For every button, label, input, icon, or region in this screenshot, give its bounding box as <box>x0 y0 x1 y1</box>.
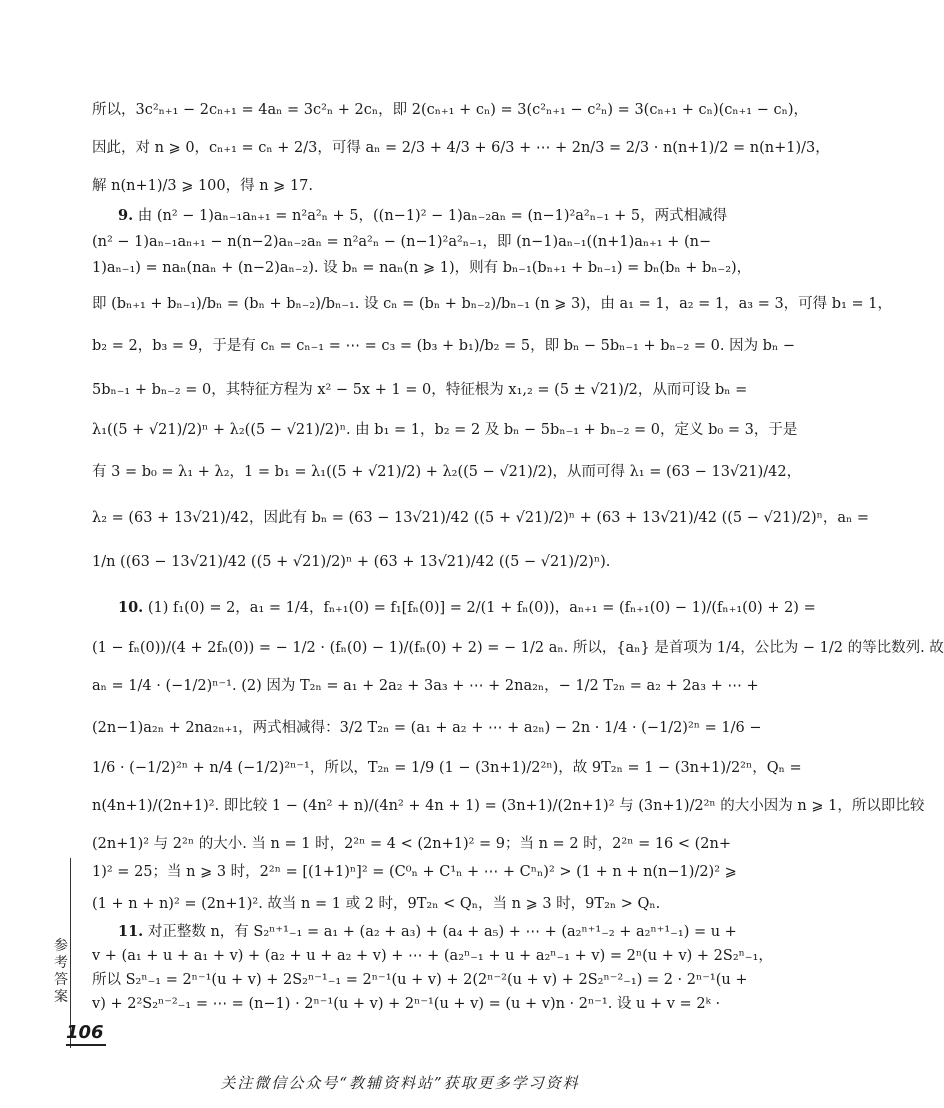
text-span: 对正整数 n，有 S₂ⁿ⁺¹₋₁ = a₁ + (a₂ + a₃) + (a₄ + a₅) + ⋯ + (a₂ⁿ⁺¹₋₂ + a₂ⁿ⁺¹₋₁) = u + <box>147 924 737 940</box>
text-line: (2n−1)a₂ₙ + 2na₂ₙ₊₁，两式相减得：3/2 T₂ₙ = (a₁ + a₂ + ⋯ + a₂ₙ) − 2n · 1/4 · (−1/2)²ⁿ = 1/6 − <box>92 720 762 736</box>
text-line: 解 n(n+1)/3 ⩾ 100，得 n ⩾ 17. <box>92 178 314 194</box>
problem-number: 9. <box>118 207 134 224</box>
text-line: λ₁((5 + √21)/2)ⁿ + λ₂((5 − √21)/2)ⁿ. 由 b₁ = 1，b₂ = 2 及 bₙ − 5bₙ₋₁ + bₙ₋₂ = 0，定义 b₀ = 3，于是 <box>92 422 798 438</box>
text-line: n(4n+1)/(2n+1)². 即比较 1 − (4n² + n)/(4n² + 4n + 1) = (3n+1)/(2n+1)² 与 (3n+1)/2²ⁿ 的大小因为 n ⩾ 1，所以即比较 <box>92 798 925 814</box>
problem-number: 10. <box>118 599 144 616</box>
text-line: 1/n ((63 − 13√21)/42 ((5 + √21)/2)ⁿ + (63 + 13√21)/42 ((5 − √21)/2)ⁿ). <box>92 554 611 570</box>
text-span: 由 (n² − 1)aₙ₋₁aₙ₊₁ = n²a²ₙ + 5，((n−1)² − 1)aₙ₋₂aₙ = (n−1)²a²ₙ₋₁ + 5，两式相减得 <box>137 208 728 224</box>
margin-rule <box>70 858 71 1048</box>
text-line: (1 − fₙ(0))/(4 + 2fₙ(0)) = − 1/2 · (fₙ(0) − 1)/(fₙ(0) + 2) = − 1/2 aₙ. 所以，{aₙ} 是首项为 1/4，公比为 − 1/2 的等比数列. 故 <box>92 640 944 656</box>
text-line: 1)aₙ₋₁) = naₙ(naₙ + (n−2)aₙ₋₂). 设 bₙ = naₙ(n ⩾ 1)，则有 bₙ₋₁(bₙ₊₁ + bₙ₋₁) = bₙ(bₙ + bₙ₋₂)， <box>92 260 752 276</box>
problem-10-line <box>118 598 816 618</box>
text-line: 1)² = 25；当 n ⩾ 3 时，2²ⁿ = [(1+1)ⁿ]² = (C⁰ₙ + C¹ₙ + ⋯ + Cⁿₙ)² > (1 + n + n(n−1)/2)² ⩾ <box>92 864 737 880</box>
footer-note: 关注微信公众号“教辅资料站”获取更多学习资料 <box>220 1074 580 1092</box>
text-line: 有 3 = b₀ = λ₁ + λ₂，1 = b₁ = λ₁((5 + √21)/2) + λ₂((5 − √21)/2)，从而可得 λ₁ = (63 − 13√21)/42， <box>92 464 802 480</box>
text-line: 所以 S₂ⁿ₋₁ = 2ⁿ⁻¹(u + v) + 2S₂ⁿ⁻¹₋₁ = 2ⁿ⁻¹(u + v) + 2(2ⁿ⁻²(u + v) + 2S₂ⁿ⁻²₋₁) = 2 · 2ⁿ⁻¹(u + <box>92 972 748 988</box>
text-line: aₙ = 1/4 · (−1/2)ⁿ⁻¹. (2) 因为 T₂ₙ = a₁ + 2a₂ + 3a₃ + ⋯ + 2na₂ₙ，− 1/2 T₂ₙ = a₂ + 2a₃ + ⋯ + <box>92 678 759 694</box>
text-line: 1/6 · (−1/2)²ⁿ + n/4 (−1/2)²ⁿ⁻¹，所以，T₂ₙ = 1/9 (1 − (3n+1)/2²ⁿ)，故 9T₂ₙ = 1 − (3n+1)/2²ⁿ，Qₙ = <box>92 760 802 776</box>
section-side-label: 参考答案 <box>54 938 68 1005</box>
text-line: 因此，对 n ⩾ 0，cₙ₊₁ = cₙ + 2/3，可得 aₙ = 2/3 + 4/3 + 6/3 + ⋯ + 2n/3 = 2/3 · n(n+1)/2 = n(n+1)/3， <box>92 140 830 156</box>
text-line: 即 (bₙ₊₁ + bₙ₋₁)/bₙ = (bₙ + bₙ₋₂)/bₙ₋₁. 设 cₙ = (bₙ + bₙ₋₂)/bₙ₋₁ (n ⩾ 3)，由 a₁ = 1，a₂ = 1，a₃ = 3，可得 b₁ = 1， <box>92 296 892 312</box>
text-line: (n² − 1)aₙ₋₁aₙ₊₁ − n(n−2)aₙ₋₂aₙ = n²a²ₙ − (n−1)²a²ₙ₋₁，即 (n−1)aₙ₋₁((n+1)aₙ₊₁ + (n− <box>92 234 712 250</box>
text-line: v) + 2²S₂ⁿ⁻²₋₁ = ⋯ = (n−1) · 2ⁿ⁻¹(u + v) + 2ⁿ⁻¹(u + v) = (u + v)n · 2ⁿ⁻¹. 设 u + v = 2ᵏ · <box>92 996 721 1012</box>
text-line: (2n+1)² 与 2²ⁿ 的大小. 当 n = 1 时，2²ⁿ = 4 < (2n+1)² = 9；当 n = 2 时，2²ⁿ = 16 < (2n+ <box>92 836 732 852</box>
problem-number: 11. <box>118 923 144 940</box>
text-line: 所以，3c²ₙ₊₁ − 2cₙ₊₁ = 4aₙ = 3c²ₙ + 2cₙ，即 2(cₙ₊₁ + cₙ) = 3(c²ₙ₊₁ − c²ₙ) = 3(cₙ₊₁ + cₙ)(cₙ₊₁ − cₙ)， <box>92 102 809 118</box>
text-line: λ₂ = (63 + 13√21)/42，因此有 bₙ = (63 − 13√21)/42 ((5 + √21)/2)ⁿ + (63 + 13√21)/42 ((5 − √21)/2)ⁿ，aₙ = <box>92 510 870 526</box>
problem-9-line <box>118 206 728 226</box>
text-line: 5bₙ₋₁ + bₙ₋₂ = 0，其特征方程为 x² − 5x + 1 = 0，特征根为 x₁,₂ = (5 ± √21)/2，从而可设 bₙ = <box>92 382 748 398</box>
page-number: 106 <box>66 1022 106 1046</box>
problem-11-line <box>118 922 737 942</box>
text-line: v + (a₁ + u + a₁ + v) + (a₂ + u + a₂ + v) + ⋯ + (a₂ⁿ₋₁ + u + a₂ⁿ₋₁ + v) = 2ⁿ(u + v) + 2S₂ⁿ₋₁， <box>92 948 773 964</box>
text-line: (1 + n + n)² = (2n+1)². 故当 n = 1 或 2 时，9T₂ₙ < Qₙ，当 n ⩾ 3 时，9T₂ₙ > Qₙ. <box>92 896 661 912</box>
text-line: b₂ = 2，b₃ = 9，于是有 cₙ = cₙ₋₁ = ⋯ = c₃ = (b₃ + b₁)/b₂ = 5，即 bₙ − 5bₙ₋₁ + bₙ₋₂ = 0. 因为 bₙ − <box>92 338 795 354</box>
text-span: (1) f₁(0) = 2，a₁ = 1/4，fₙ₊₁(0) = f₁[fₙ(0)] = 2/(1 + fₙ(0))，aₙ₊₁ = (fₙ₊₁(0) − 1)/(fₙ₊₁(0) + 2) = <box>147 600 816 616</box>
